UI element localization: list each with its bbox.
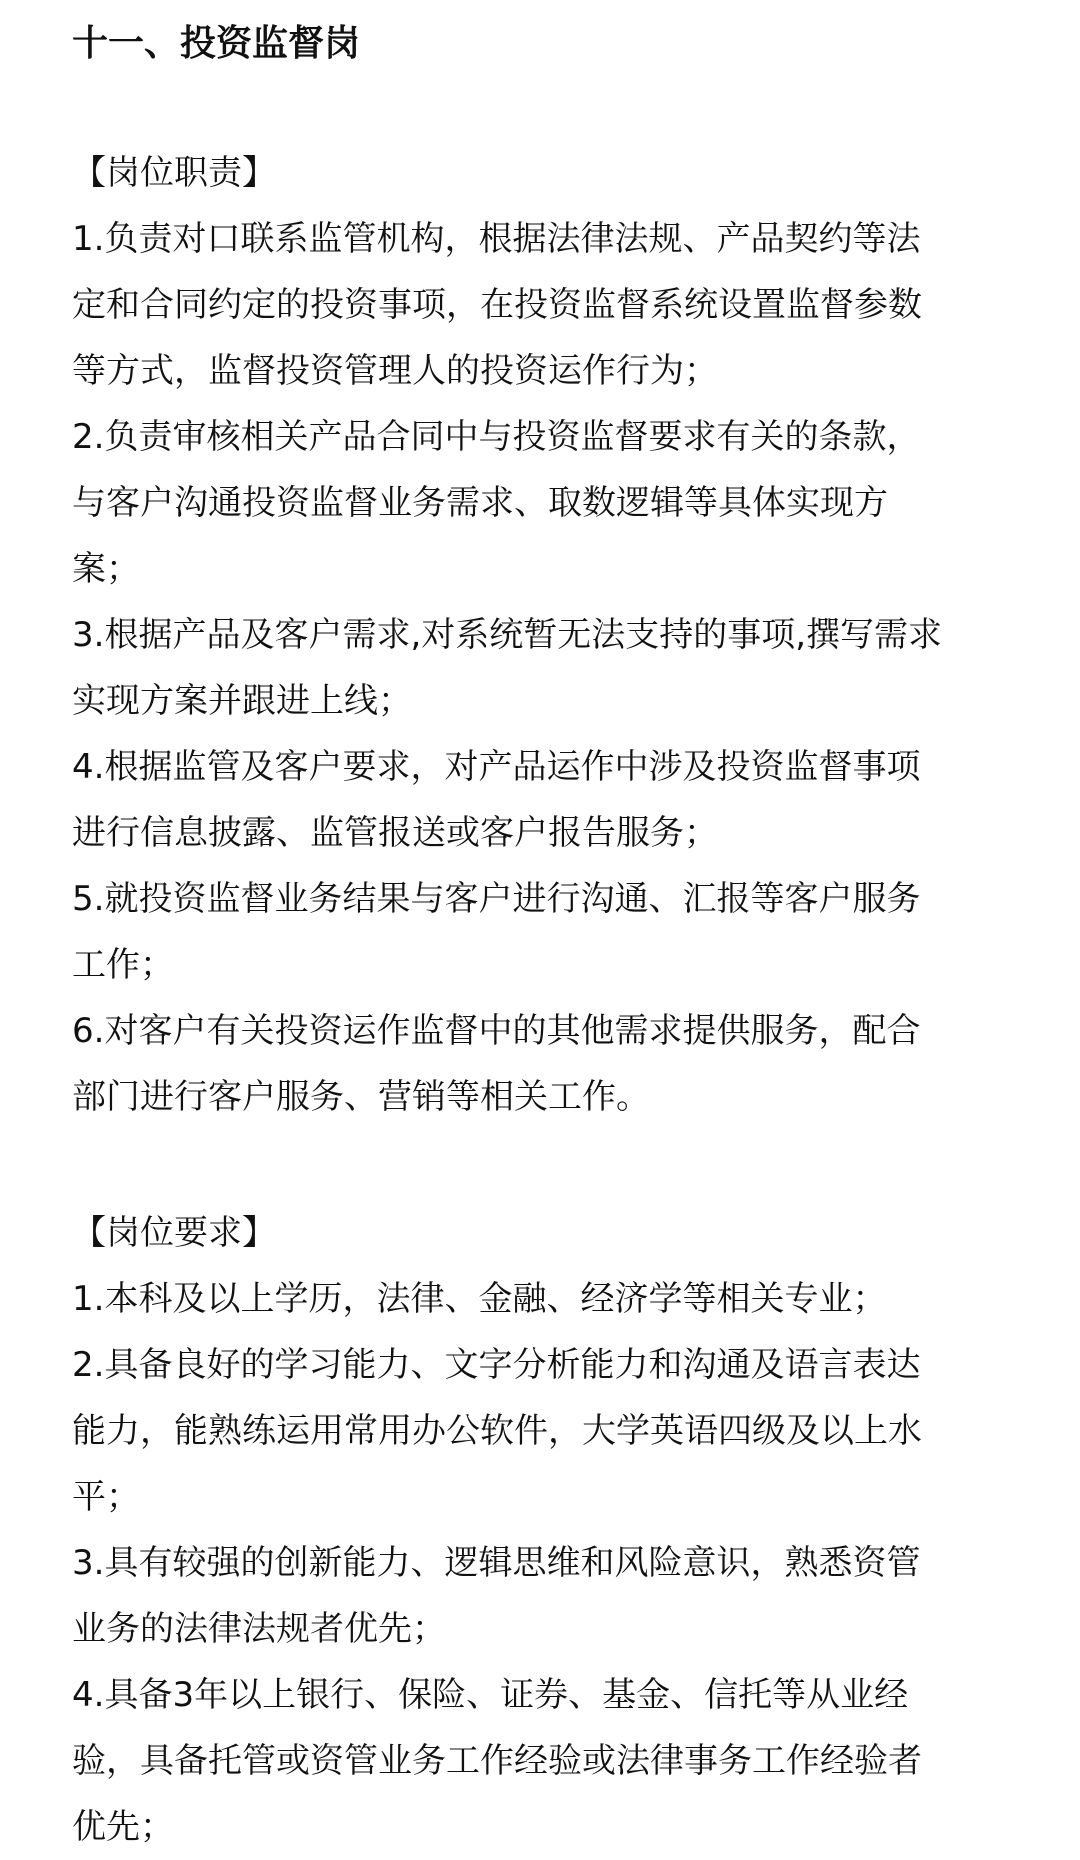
duty-item: 4.根据监管及客户要求，对产品运作中涉及投资监督事项 进行信息披露、监管报送或客户报告服务；	[72, 747, 921, 853]
duties-heading: 【岗位职责】	[72, 153, 276, 193]
page-title: 十一、投资监督岗	[72, 23, 361, 64]
duty-item: 5.就投资监督业务结果与客户进行沟通、汇报等客户服务 工作；	[72, 879, 921, 985]
duty-item: 6.对客户有关投资运作监督中的其他需求提供服务，配合 部门进行客户服务、营销等相关工作。	[72, 1011, 921, 1117]
requirement-item: 1.本科及以上学历，法律、金融、经济学等相关专业；	[72, 1279, 887, 1319]
requirements-heading: 【岗位要求】	[72, 1213, 276, 1253]
duties-section	[72, 140, 1022, 1130]
duty-item: 3.根据产品及客户需求,对系统暂无法支持的事项,撰写需求 实现方案并跟进上线；	[72, 615, 943, 721]
requirement-item: 2.具备良好的学习能力、文字分析能力和沟通及语言表达 能力，能熟练运用常用办公软件，大学英语四级及以上水 平；	[72, 1345, 922, 1517]
requirement-item: 4.具备3年以上银行、保险、证券、基金、信托等从业经 验，具备托管或资管业务工作经验或法律事务工作经验者 优先；	[72, 1675, 922, 1847]
duty-item: 2.负责审核相关产品合同中与投资监督要求有关的条款， 与客户沟通投资监督业务需求、取数逻辑等具体实现方 案；	[72, 417, 921, 589]
requirement-item: 3.具有较强的创新能力、逻辑思维和风险意识，熟悉资管 业务的法律法规者优先；	[72, 1543, 921, 1649]
requirements-section	[72, 1200, 1022, 1860]
duty-item: 1.负责对口联系监管机构，根据法律法规、产品契约等法 定和合同约定的投资事项，在投资监督系统设置监督参数 等方式，监督投资管理人的投资运作行为；	[72, 219, 922, 391]
